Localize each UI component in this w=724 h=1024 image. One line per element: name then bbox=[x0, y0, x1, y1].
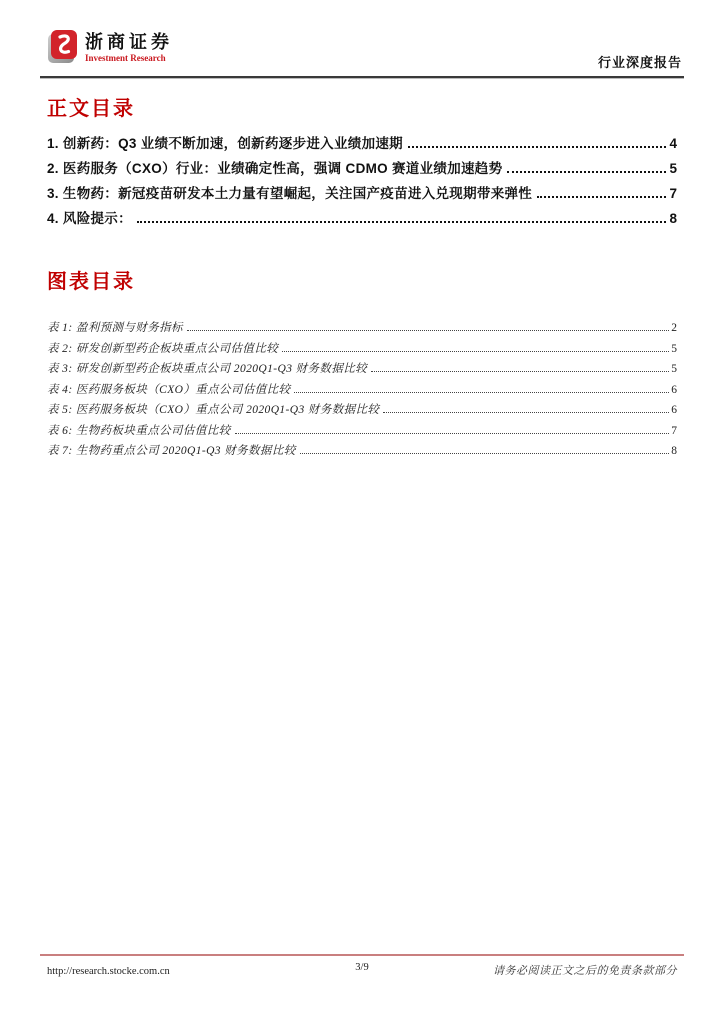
figure-item-page: 5 bbox=[671, 363, 677, 375]
footer-disclaimer: 请务必阅读正文之后的免责条款部分 bbox=[493, 965, 677, 977]
footer-rule bbox=[40, 954, 684, 956]
dotted-leader bbox=[383, 412, 669, 413]
dotted-leader bbox=[300, 453, 670, 454]
brand-name-en: Investment Research bbox=[85, 52, 166, 63]
figure-item[interactable] bbox=[47, 360, 677, 381]
figure-item-label: 表 1: 盈利预测与财务指标 bbox=[47, 322, 183, 334]
toc-item-label: 3. 生物药：新冠疫苗研发本土力量有望崛起，关注国产疫苗进入兑现期带来弹性 bbox=[47, 186, 533, 201]
toc-item-page: 5 bbox=[669, 161, 677, 176]
dotted-leader bbox=[408, 146, 667, 148]
figure-item[interactable] bbox=[47, 319, 677, 340]
figures-list bbox=[47, 319, 677, 463]
brand-logo bbox=[50, 30, 173, 63]
toc-item[interactable] bbox=[47, 182, 677, 207]
figure-item-page: 2 bbox=[671, 322, 677, 334]
dotted-leader bbox=[187, 330, 669, 331]
figure-item[interactable] bbox=[47, 422, 677, 443]
footer-url-link[interactable]: http://research.stocke.com.cn bbox=[47, 966, 170, 977]
figure-item[interactable] bbox=[47, 381, 677, 402]
dotted-leader bbox=[282, 351, 669, 352]
dotted-leader bbox=[507, 171, 666, 173]
toc-item-page: 8 bbox=[669, 211, 677, 226]
toc-item[interactable] bbox=[47, 207, 677, 232]
figure-item-label: 表 2: 研发创新型药企板块重点公司估值比较 bbox=[47, 342, 279, 355]
figure-item-label: 表 5: 医药服务板块（CXO）重点公司 2020Q1-Q3 财务数据比较 bbox=[47, 404, 380, 416]
figure-item-page: 8 bbox=[671, 445, 677, 457]
dotted-leader bbox=[371, 371, 669, 372]
footer-page-indicator: 3/9 bbox=[355, 962, 369, 973]
toc-section-title: 正文目录 bbox=[47, 98, 135, 120]
toc-list bbox=[47, 132, 677, 232]
figure-item-page: 7 bbox=[671, 424, 677, 437]
toc-item-page: 7 bbox=[669, 186, 677, 201]
report-type-label: 行业深度报告 bbox=[597, 55, 682, 70]
toc-item[interactable] bbox=[47, 132, 677, 157]
brand-name-cn: 浙商证券 bbox=[85, 32, 173, 52]
logo-knot-icon bbox=[51, 30, 77, 61]
dotted-leader bbox=[294, 392, 669, 393]
zheshang-securities-logo-icon bbox=[50, 30, 77, 63]
figure-item-label: 表 4: 医药服务板块（CXO）重点公司估值比较 bbox=[47, 383, 291, 396]
figure-item[interactable] bbox=[47, 401, 677, 422]
dotted-leader bbox=[235, 433, 670, 434]
toc-item-page: 4 bbox=[669, 136, 677, 151]
brand-text bbox=[85, 30, 173, 63]
figure-item-page: 6 bbox=[671, 383, 677, 396]
figure-item-label: 表 3: 研发创新型药企板块重点公司 2020Q1-Q3 财务数据比较 bbox=[47, 363, 368, 375]
toc-item[interactable] bbox=[47, 157, 677, 182]
figure-item-page: 6 bbox=[671, 404, 677, 416]
figure-item[interactable] bbox=[47, 442, 677, 463]
toc-item-label: 4. 风险提示： bbox=[47, 211, 132, 226]
page-footer bbox=[40, 954, 684, 978]
figures-section-title: 图表目录 bbox=[47, 271, 135, 293]
page-header bbox=[40, 0, 684, 78]
figure-item[interactable] bbox=[47, 340, 677, 361]
toc-item-label: 2. 医药服务（CXO）行业：业绩确定性高，强调 CDMO 赛道业绩加速趋势 bbox=[47, 161, 503, 176]
footer-row bbox=[40, 962, 684, 978]
figure-item-label: 表 6: 生物药板块重点公司估值比较 bbox=[47, 424, 231, 437]
toc-item-label: 1. 创新药：Q3 业绩不断加速，创新药逐步进入业绩加速期 bbox=[47, 136, 403, 151]
figure-item-page: 5 bbox=[671, 342, 677, 355]
dotted-leader bbox=[137, 221, 667, 223]
figure-item-label: 表 7: 生物药重点公司 2020Q1-Q3 财务数据比较 bbox=[47, 445, 296, 457]
dotted-leader bbox=[537, 196, 666, 198]
